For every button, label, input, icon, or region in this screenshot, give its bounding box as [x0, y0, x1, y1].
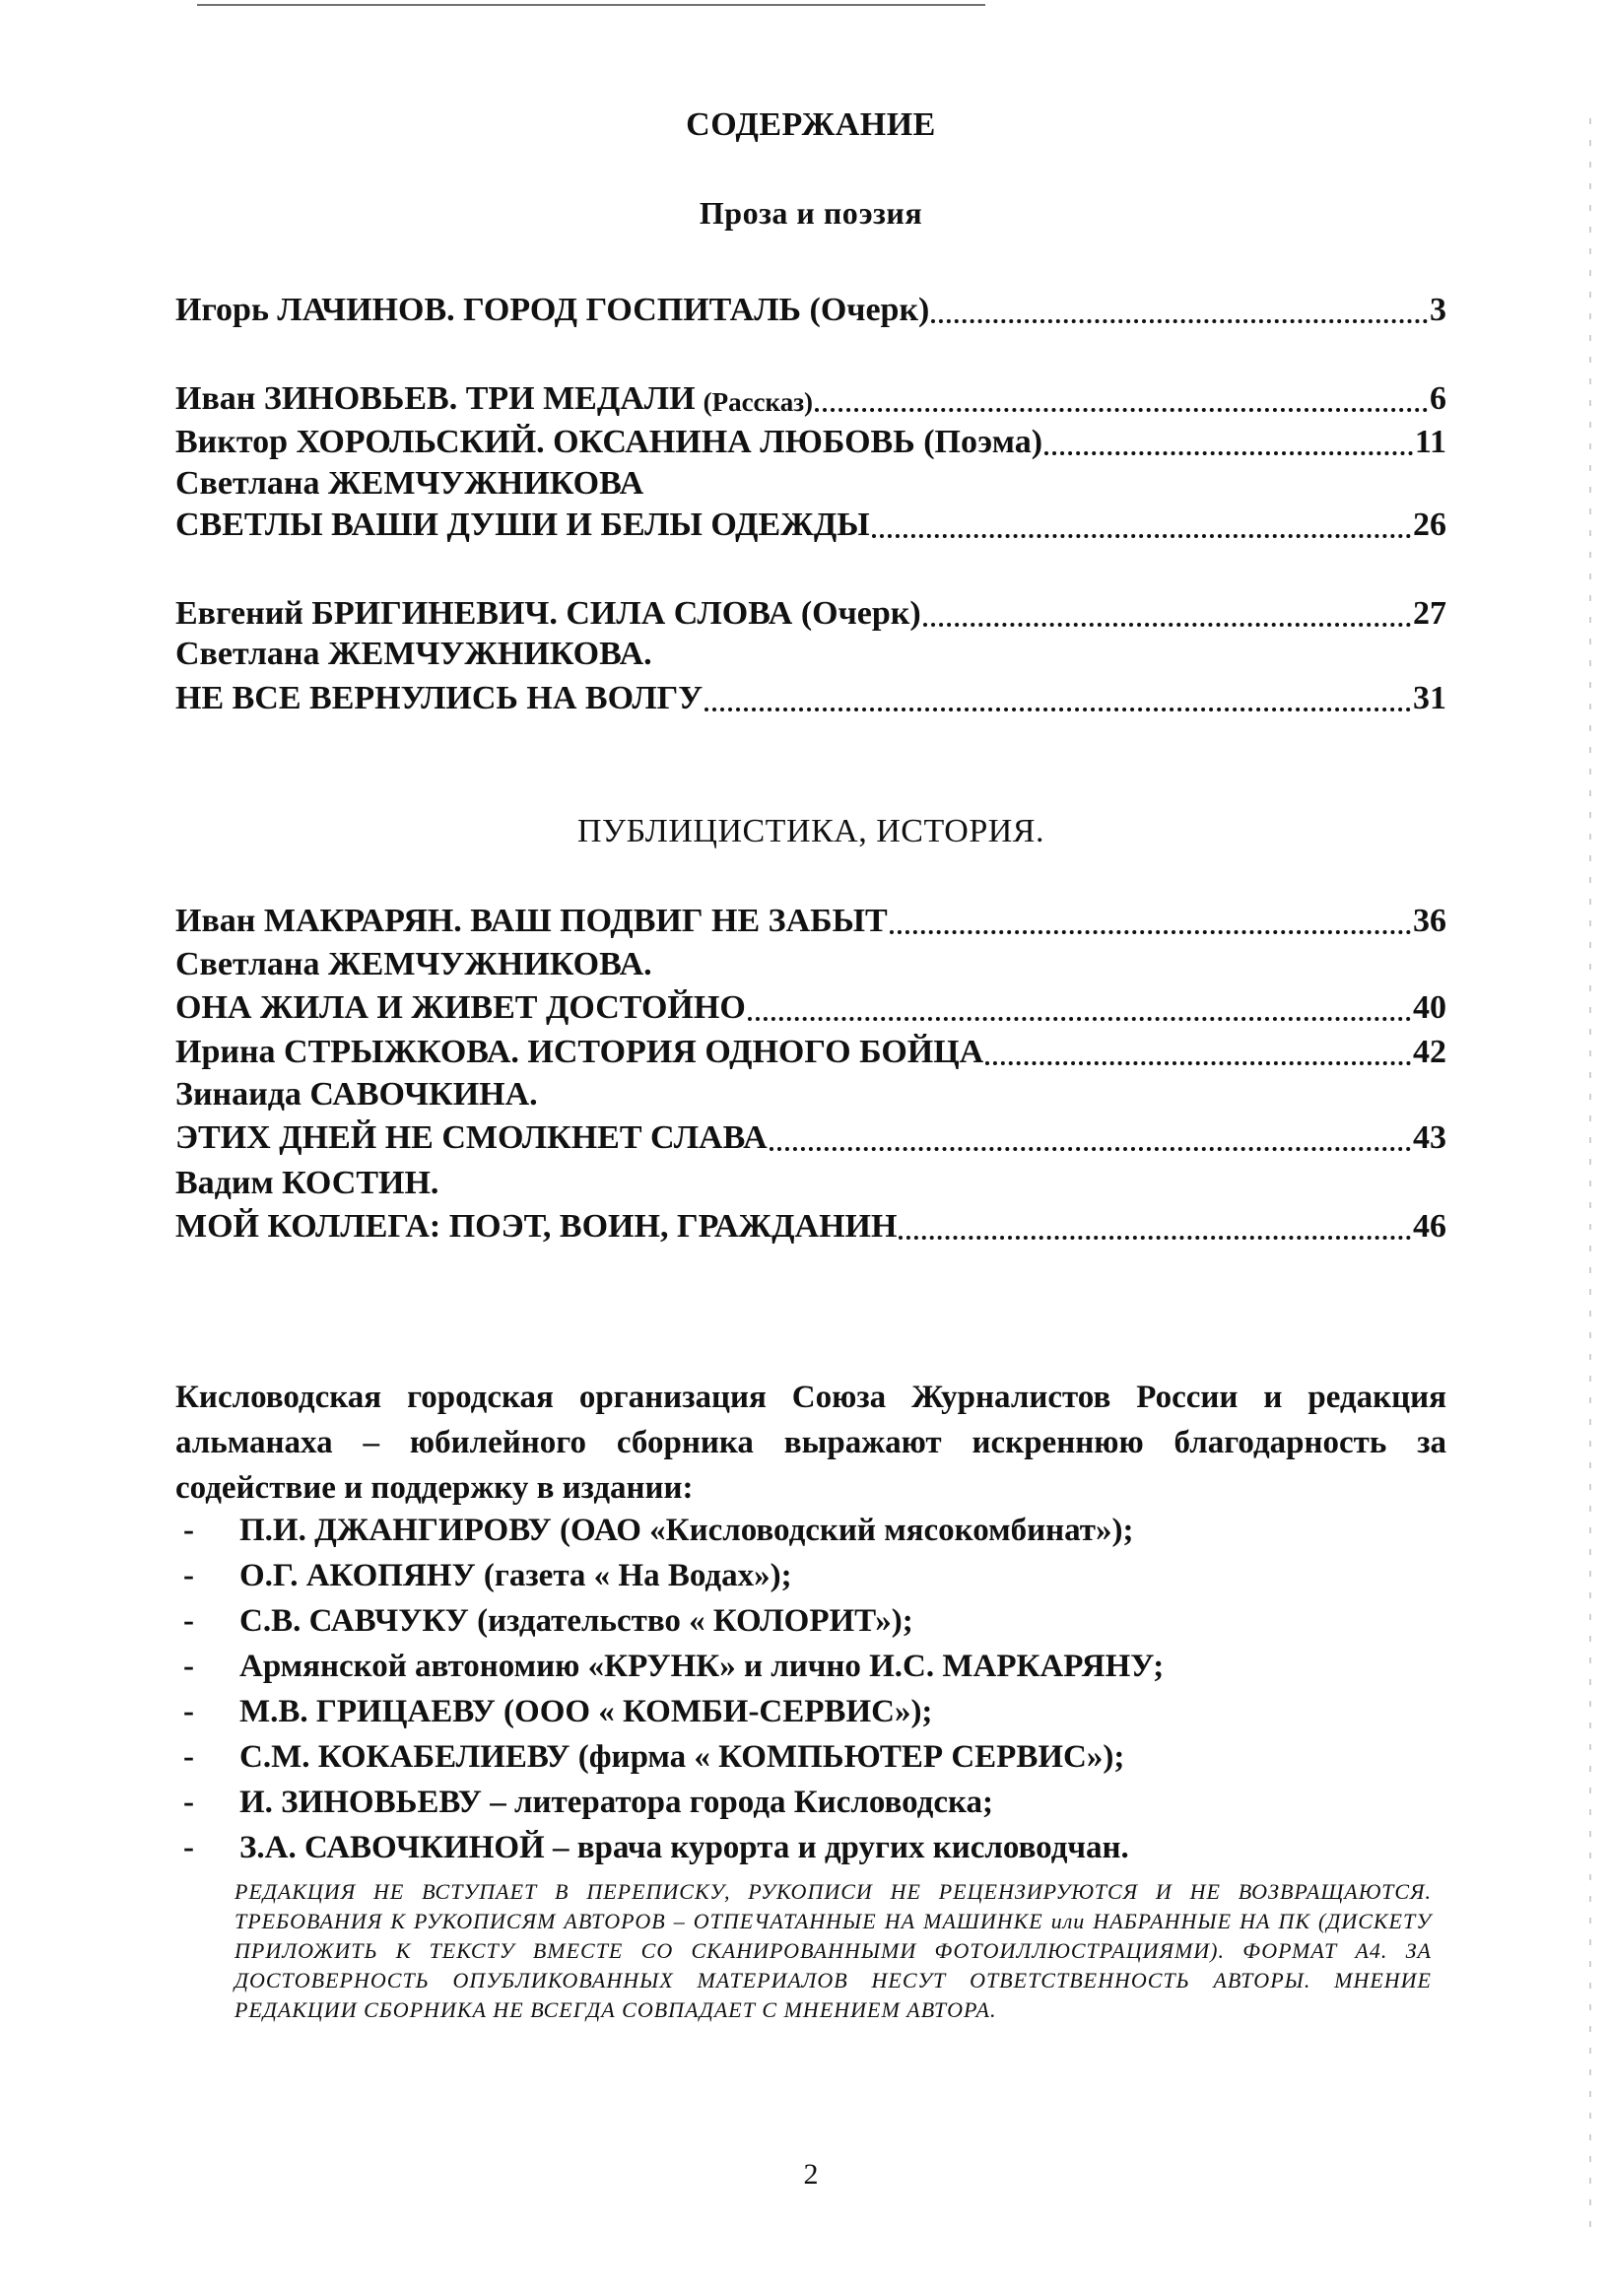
leader-dots	[872, 534, 1411, 538]
toc-entry-title: Виктор ХОРОЛЬСКИЙ. ОКСАНИНА ЛЮБОВЬ (Поэма)	[175, 424, 1043, 460]
toc-entry-page: 27	[1413, 595, 1446, 632]
list-item-text: О.Г. АКОПЯНУ (газета « На Водах»);	[239, 1558, 792, 1593]
leader-dots	[890, 930, 1411, 934]
toc-entry	[175, 374, 1446, 418]
list-item-text: М.В. ГРИЦАЕВУ (ООО « КОМБИ-СЕРВИС»);	[239, 1694, 933, 1729]
toc-entry-page: 43	[1413, 1119, 1446, 1156]
list-item-text: З.А. САВОЧКИНОЙ – врача курорта и других кисловодчан.	[239, 1830, 1129, 1865]
list-item	[175, 1508, 1446, 1553]
toc-entry-page: 6	[1430, 380, 1446, 417]
toc-entry-title: ОНА ЖИЛА И ЖИВЕТ ДОСТОЙНО	[175, 989, 746, 1026]
list-dash: -	[183, 1694, 194, 1729]
list-dash: -	[183, 1513, 194, 1548]
scan-artifact-top	[197, 4, 985, 9]
toc-entry	[175, 589, 1446, 633]
section-heading-prose: Проза и поэзия	[699, 195, 923, 231]
toc-entry-author: Зинаида САВОЧКИНА.	[175, 1076, 538, 1113]
leader-dots	[815, 408, 1428, 412]
section-heading-publicistics: ПУБЛИЦИСТИКА, ИСТОРИЯ.	[576, 813, 1044, 849]
page-number: 2	[803, 2158, 819, 2191]
list-item	[175, 1644, 1446, 1689]
toc-entry-author: Вадим КОСТИН.	[175, 1165, 439, 1201]
acknowledgement-list	[175, 1508, 1446, 1870]
toc-entry	[175, 1114, 1446, 1157]
toc-entry-title: СВЕТЛЫ ВАШИ ДУШИ И БЕЛЫ ОДЕЖДЫ	[175, 506, 870, 543]
toc-entry-page: 26	[1413, 506, 1446, 543]
list-item-text: П.И. ДЖАНГИРОВУ (ОАО «Кисловодский мясокомбинат»);	[239, 1513, 1134, 1548]
toc-entry	[175, 418, 1446, 461]
list-item-text: С.В. САВЧУКУ (издательство « КОЛОРИТ»);	[239, 1603, 913, 1639]
toc-entry-page: 31	[1413, 680, 1446, 716]
list-dash: -	[183, 1739, 194, 1775]
acknowledgement-text: Кисловодская городская организация Союза Журналистов России и редакция альманаха – юбилейного сборника выражают искреннюю благодарность за содействие и поддержку в издании:	[175, 1380, 1446, 1506]
leader-dots	[899, 1236, 1411, 1240]
leader-dots	[923, 623, 1411, 627]
toc-entry-title: Иван ЗИНОВЬЕВ. ТРИ МЕДАЛИ	[175, 380, 696, 417]
toc-entry	[175, 674, 1446, 717]
toc-entry	[175, 1028, 1446, 1071]
list-item	[175, 1598, 1446, 1644]
toc-entry-page: 40	[1413, 989, 1446, 1026]
toc-entry-page: 46	[1413, 1208, 1446, 1245]
toc-entry-title: МОЙ КОЛЛЕГА: ПОЭТ, ВОИН, ГРАЖДАНИН	[175, 1208, 898, 1245]
leader-dots	[748, 1017, 1411, 1021]
toc-entry-title: Игорь ЛАЧИНОВ. ГОРОД ГОСПИТАЛЬ (Очерк)	[175, 292, 930, 328]
list-dash: -	[183, 1785, 194, 1820]
toc-entry-author: Светлана ЖЕМЧУЖНИКОВА.	[175, 946, 652, 982]
toc-entry	[175, 286, 1446, 329]
toc-entry-page: 11	[1414, 424, 1446, 460]
toc-entry-page: 3	[1430, 292, 1446, 328]
list-item	[175, 1780, 1446, 1825]
scan-artifact-edge	[1589, 118, 1591, 2237]
leader-dots	[985, 1061, 1411, 1065]
toc-entry-page: 36	[1413, 903, 1446, 939]
leader-dots	[770, 1147, 1411, 1151]
list-dash: -	[183, 1603, 194, 1639]
toc-entry-title: Евгений БРИГИНЕВИЧ. СИЛА СЛОВА (Очерк)	[175, 595, 921, 632]
list-dash: -	[183, 1830, 194, 1865]
toc-entry	[175, 1202, 1446, 1246]
list-item	[175, 1553, 1446, 1598]
list-dash: -	[183, 1649, 194, 1684]
toc-entry-note: (Рассказ)	[703, 387, 814, 417]
list-dash: -	[183, 1558, 194, 1593]
list-item	[175, 1825, 1446, 1870]
toc-entry	[175, 983, 1446, 1027]
leader-dots	[704, 708, 1411, 711]
page-title: СОДЕРЖАНИЕ	[686, 106, 936, 143]
toc-entry	[175, 897, 1446, 940]
toc-entry-author: Светлана ЖЕМЧУЖНИКОВА.	[175, 636, 652, 672]
toc-entry-title: НЕ ВСЕ ВЕРНУЛИСЬ НА ВОЛГУ	[175, 680, 704, 716]
list-item	[175, 1734, 1446, 1780]
toc-entry-author: Светлана ЖЕМЧУЖНИКОВА	[175, 465, 644, 502]
toc-entry-title: ЭТИХ ДНЕЙ НЕ СМОЛКНЕТ СЛАВА	[175, 1119, 768, 1156]
leader-dots	[931, 319, 1428, 323]
editorial-notice: РЕДАКЦИЯ НЕ ВСТУПАЕТ В ПЕРЕПИСКУ, РУКОПИСИ НЕ РЕЦЕНЗИРУЮТСЯ И НЕ ВОЗВРАЩАЮТСЯ. ТРЕБОВАНИЯ К РУКОПИСЯМ АВТОРОВ – ОТПЕЧАТАННЫЕ НА МАШИНКЕ или НАБРАННЫЕ НА ПК (ДИСКЕТУ ПРИЛОЖИТЬ К ТЕКСТУ ВМЕСТЕ СО СКАНИРОВАННЫМИ ФОТОИЛЛЮСТРАЦИЯМИ). ФОРМАТ А4. ЗА ДОСТОВЕРНОСТЬ ОПУБЛИКОВАННЫХ МАТЕРИАЛОВ НЕСУТ ОТВЕТСТВЕННОСТЬ АВТОРЫ. МНЕНИЕ РЕДАКЦИИ СБОРНИКА НЕ ВСЕГДА СОВПАДАЕТ С МНЕНИЕМ АВТОРА.	[235, 1879, 1432, 2022]
toc-entry-title: Иван МАКРАРЯН. ВАШ ПОДВИГ НЕ ЗАБЫТ	[175, 903, 888, 939]
list-item-text: Армянской автономию «КРУНК» и лично И.С. МАРКАРЯНУ;	[239, 1649, 1165, 1684]
toc-entry-page: 42	[1413, 1034, 1446, 1070]
list-item-text: И. ЗИНОВЬЕВУ – литератора города Кисловодска;	[239, 1785, 994, 1820]
list-item-text: С.М. КОКАБЕЛИЕВУ (фирма « КОМПЬЮТЕР СЕРВИС»);	[239, 1739, 1125, 1775]
list-item	[175, 1689, 1446, 1734]
leader-dots	[1044, 451, 1413, 455]
toc-entry-title: Ирина СТРЫЖКОВА. ИСТОРИЯ ОДНОГО БОЙЦА	[175, 1034, 984, 1070]
toc-entry	[175, 501, 1446, 544]
